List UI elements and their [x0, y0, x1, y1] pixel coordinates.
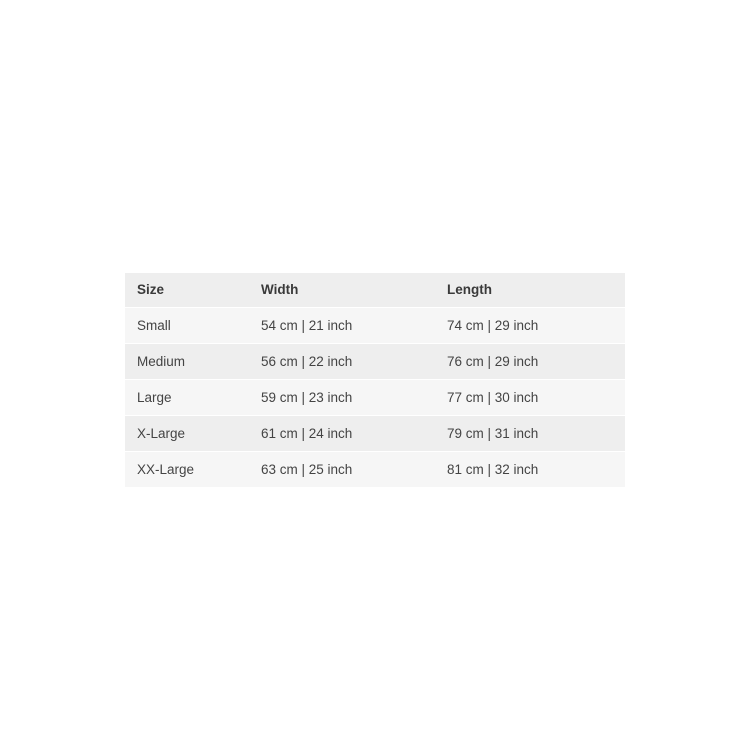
- cell-length: 81 cm | 32 inch: [435, 452, 625, 488]
- column-header-width: Width: [249, 273, 435, 308]
- column-header-size: Size: [125, 273, 249, 308]
- cell-length: 76 cm | 29 inch: [435, 344, 625, 380]
- cell-size: Small: [125, 308, 249, 344]
- cell-width: 63 cm | 25 inch: [249, 452, 435, 488]
- cell-width: 61 cm | 24 inch: [249, 416, 435, 452]
- column-header-length: Length: [435, 273, 625, 308]
- cell-size: X-Large: [125, 416, 249, 452]
- table-row: [125, 452, 625, 488]
- table-row: [125, 416, 625, 452]
- size-chart-table: [125, 273, 625, 488]
- size-chart-container: [125, 273, 625, 488]
- cell-size: Large: [125, 380, 249, 416]
- cell-length: 77 cm | 30 inch: [435, 380, 625, 416]
- cell-width: 54 cm | 21 inch: [249, 308, 435, 344]
- cell-size: Medium: [125, 344, 249, 380]
- cell-size: XX-Large: [125, 452, 249, 488]
- table-body: [125, 308, 625, 488]
- table-row: [125, 308, 625, 344]
- cell-width: 56 cm | 22 inch: [249, 344, 435, 380]
- table-row: [125, 344, 625, 380]
- cell-length: 79 cm | 31 inch: [435, 416, 625, 452]
- table-header-row: [125, 273, 625, 308]
- table-row: [125, 380, 625, 416]
- table-header: [125, 273, 625, 308]
- cell-width: 59 cm | 23 inch: [249, 380, 435, 416]
- cell-length: 74 cm | 29 inch: [435, 308, 625, 344]
